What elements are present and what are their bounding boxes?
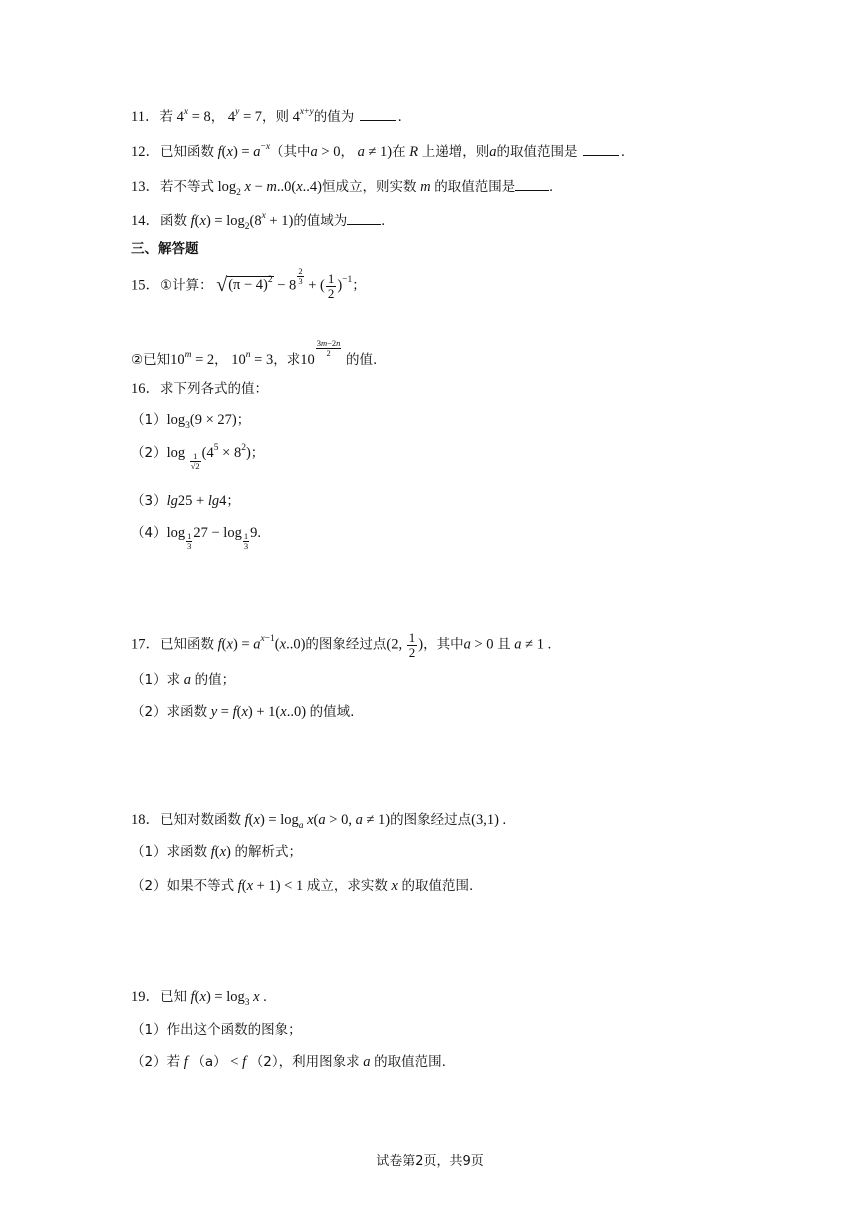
- section-heading: 三、解答题: [131, 241, 199, 257]
- q16-item-4: （4）log $\frac{1}{3}$ 27 − log $\frac{1}{3}$ 9.: [131, 525, 261, 552]
- question-15-part-2: ②已知$10^m = 2$， $10^n = 3$，求10 $\frac{3m-2n}{2}$ 的值.: [131, 338, 378, 368]
- answer-blank: [583, 141, 619, 156]
- question-16: 16．求下列各式的值：: [131, 381, 268, 397]
- answer-blank: [360, 106, 396, 121]
- question-17: 17．已知函数 $f(x) = a^{x-1}(x..0)$的图象经过点(2, $\frac{1}{2}$ )，其中a > 0 且 a ≠ 1 .: [131, 630, 552, 660]
- q17-item-2: （2）求函数 y = f(x) + 1(x..0) 的值域.: [131, 704, 355, 720]
- q18-item-1: （1）求函数 f(x) 的解析式；: [131, 844, 302, 860]
- q17-item-1: （1）求 a 的值；: [131, 672, 236, 688]
- q16-item-2: （2）log $\frac{1}{√2}$ $(4^5 \times 8^2)$；: [131, 443, 265, 472]
- question-14: 14．函数 $f(x) = \log_2(8^x + 1)$的值域为 .: [131, 211, 385, 232]
- answer-blank: [515, 176, 549, 191]
- question-12: 12．已知函数 $f(x) = a^{-x}$（其中a > 0， a ≠ 1)在 R 上递增，则a的取值范围是 .: [131, 142, 625, 160]
- question-19: 19．已知 $f(x) = \log_3 x$ .: [131, 989, 267, 1008]
- question-18: 18．已知对数函数 $f(x) = \log_a x(a > 0$, a ≠ 1)的图象经过点(3,1) .: [131, 812, 507, 831]
- page-footer: 试卷第2页，共9页: [376, 1154, 484, 1169]
- answer-blank: [347, 210, 381, 225]
- question-13: 13．若不等式 $\log_2 x - m..0(x..4)$恒成立，则实数 m 的取值范围是 .: [131, 176, 553, 199]
- question-11: 11．若 $4^x = 8$， $4^y = 7$，则 $4^{x+y}$的值为 .: [131, 107, 402, 125]
- q19-item-2: （2）若 f （a） < f （2），利用图象求 a 的取值范围.: [131, 1054, 446, 1070]
- q18-item-2: （2）如果不等式 f(x + 1) < 1 成立，求实数 x 的取值范围.: [131, 878, 474, 894]
- q16-item-1: $(1)\log_3(9 \times 27)$；: [131, 412, 251, 431]
- q11-number: 11．: [131, 109, 160, 125]
- question-15-part-1: 15．①计算： $√(\pi - 4)^2 - 8$ $\frac{2}{3}$ + ( $\frac{1}{2}$ )$^{-1}$；: [131, 265, 366, 301]
- q19-item-1: （1）作出这个函数的图象；: [131, 1022, 302, 1038]
- q16-item-3: （3）lg25 + lg4；: [131, 493, 240, 509]
